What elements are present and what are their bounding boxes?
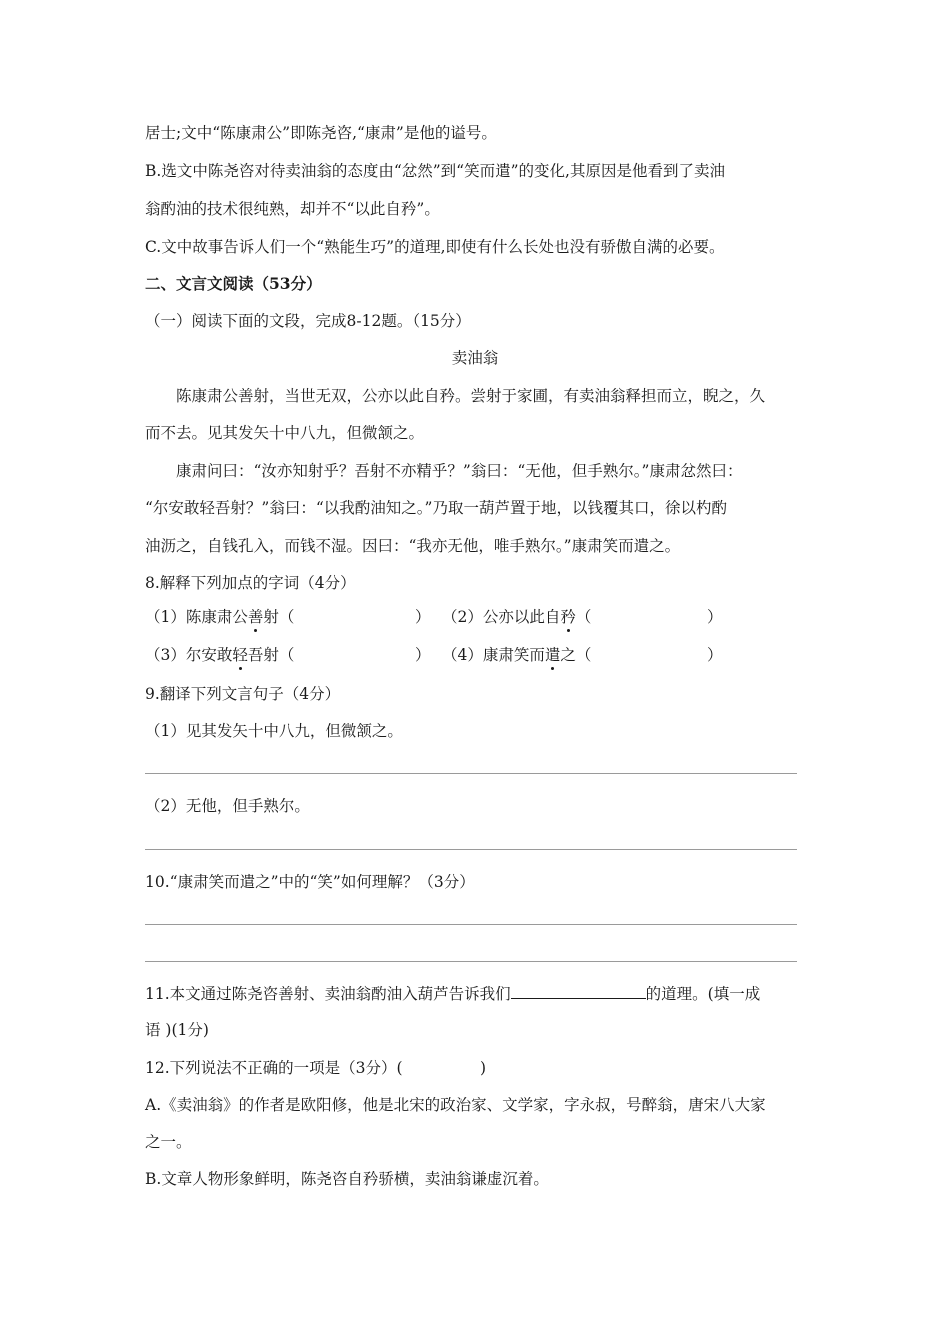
q8-item-2: （2）公亦以此自矜（ [442,608,592,626]
question-11-line1: 11.本文通过陈尧咨善射、卖油翁酌油入葫芦告诉我们 的道理。(填一成 [145,985,761,1003]
answer-paren-close: ） [415,646,431,664]
q8-row-2 [145,644,805,666]
option-b-line1: B.选文中陈尧咨对待卖油翁的态度由“忿然”到“笑而遣”的变化,其原因是他看到了卖油 [145,162,725,180]
fill-in-blank[interactable] [511,983,646,999]
emphasis-dot-char: 遣 [544,646,561,664]
passage-para1-line1: 陈康肃公善射，当世无双，公亦以此自矜。尝射于家圃，有卖油翁释担而立，睨之，久 [176,387,766,405]
q9-sentence-1: （1）见其发矢十中八九，但微颔之。 [145,722,403,740]
answer-line [145,849,797,850]
answer-line [145,924,797,925]
q8-item-4: （4）康肃笑而遣之（ [442,646,592,664]
q12-option-a-line1: A.《卖油翁》的作者是欧阳修，他是北宋的政治家、文学家，字永叔，号醉翁，唐宋八大家 [145,1096,766,1114]
passage-para1-line2: 而不去。见其发矢十中八九，但微颔之。 [145,424,425,442]
q12-option-b: B.文章人物形象鲜明，陈尧咨自矜骄横，卖油翁谦虚沉着。 [145,1170,549,1188]
question-8: 8.解释下列加点的字词（4分） [145,574,356,592]
answer-paren-close: ） [707,646,723,664]
q8-row-1 [145,606,805,628]
passage-para2-line2: “尔安敢轻吾射？”翁曰：“以我酌油知之。”乃取一葫芦置于地，以钱覆其口，徐以杓酌 [145,499,727,517]
answer-line [145,773,797,774]
passage-title: 卖油翁 [451,349,499,367]
q9-sentence-2: （2）无他，但手熟尔。 [145,797,310,815]
question-10: 10.“康肃笑而遣之”中的“笑”如何理解？（3分） [145,873,475,891]
emphasis-dot-char: 轻 [232,646,248,664]
q8-item-1: （1）陈康肃公善射（ [145,608,295,626]
answer-paren-close: ） [707,608,723,626]
emphasis-dot-char: 善 [247,608,264,626]
answer-paren-close: ） [415,608,431,626]
question-12: 12.下列说法不正确的一项是（3分）( ) [145,1059,487,1077]
subsection-instruction: （一）阅读下面的文段，完成8-12题。（15分） [145,312,471,330]
question-9: 9.翻译下列文言句子（4分） [145,685,341,703]
passage-para2-line1: 康肃问曰：“汝亦知射乎？吾射不亦精乎？”翁曰：“无他，但手熟尔。”康肃忿然曰： [176,462,743,480]
answer-line [145,961,797,962]
passage-para2-line3: 油沥之，自钱孔入，而钱不湿。因曰：“我亦无他，唯手熟尔。”康肃笑而遣之。 [145,537,681,555]
option-c-line: C.文中故事告诉人们一个“熟能生巧”的道理,即使有什么长处也没有骄傲自满的必要。 [145,238,725,256]
option-b-line2: 翁酌油的技术很纯熟，却并不“以此自矜”。 [145,200,440,218]
q8-item-3: （3）尔安敢轻吾射（ [145,646,295,664]
question-11-line2: 语 )(1分) [145,1021,209,1039]
section-heading: 二、文言文阅读（53分） [145,274,322,293]
text-line: 居士;文中“陈康肃公”即陈尧咨,“康肃”是他的谥号。 [145,124,497,142]
emphasis-dot-char: 矜 [560,608,576,626]
q12-option-a-line2: 之一。 [145,1133,192,1151]
